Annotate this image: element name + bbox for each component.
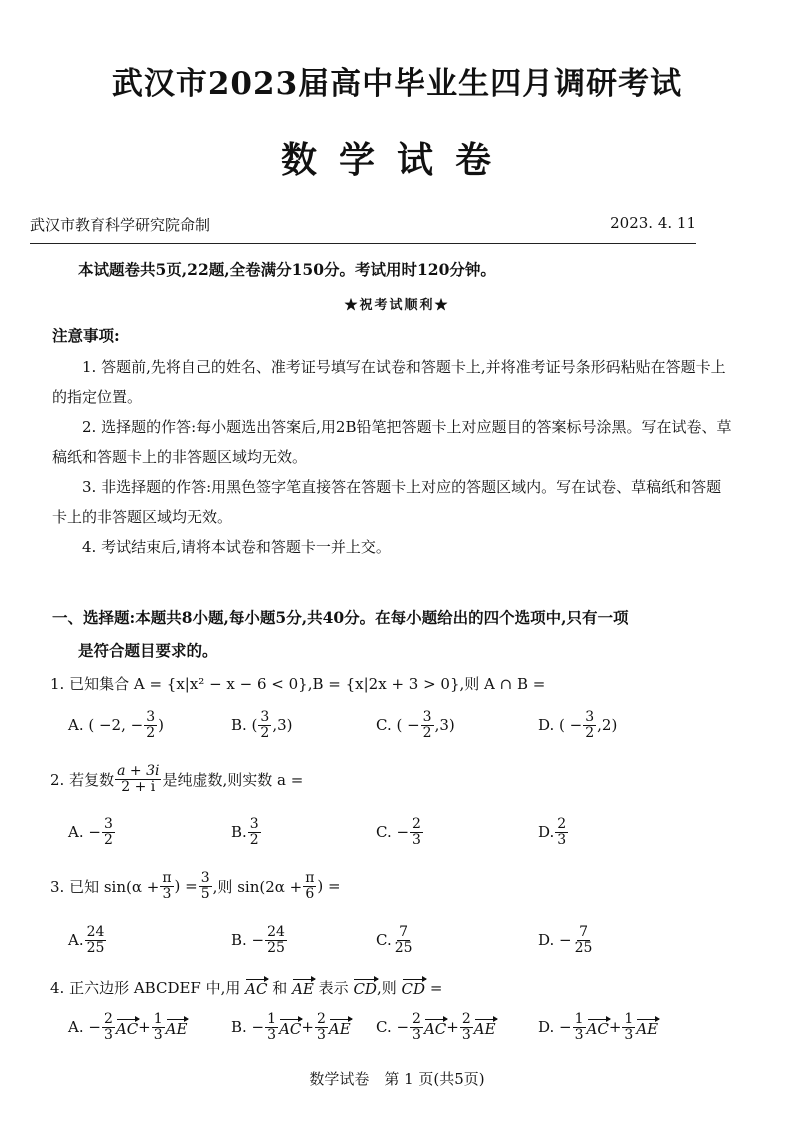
- question-3: 3. 已知 sin(α + $\frac{\pi}{3}$ ) = $\frac{3}{5}$ ,则 sin(2α + $\frac{\pi}{6}$ ) =: [50, 870, 341, 902]
- q2-option-d: D. $\frac{2}{3}$: [538, 816, 567, 848]
- note-item: 3. 非选择题的作答:用黑色签字笔直接答在答题卡上对应的答题区域内。写在试卷、草稿纸和答题卡上的非答题区域均无效。: [52, 478, 722, 526]
- section-line-1: 一、选择题:本题共8小题,每小题5分,共40分。在每小题给出的四个选项中,只有一项: [52, 608, 629, 627]
- q1-option-c: C. ( − $\frac{3}{2}$ ,3): [376, 709, 455, 741]
- note-item: 2. 选择题的作答:每小题选出答案后,用2B铅笔把答题卡上对应题目的答案标号涂黑。写在试卷、草稿纸和答题卡上的非答题区域均无效。: [52, 418, 732, 466]
- question-1: [50, 673, 545, 694]
- section-line-2: 是符合题目要求的。: [78, 641, 218, 660]
- q4-option-a: A. − $\frac{2}{3}$ AC + $\frac{1}{3}$ AE: [68, 1011, 188, 1043]
- q2-option-b: B. $\frac{3}{2}$: [231, 816, 259, 848]
- q3-option-d: D. − $\frac{7}{25}$: [538, 924, 593, 956]
- section-heading: [52, 601, 732, 667]
- q2-fraction: $\frac{a + 3i}{2 + i}$: [117, 763, 160, 795]
- exam-date: 2023. 4. 11: [610, 214, 696, 232]
- q2-option-c: C. − $\frac{2}{3}$: [376, 816, 421, 848]
- intro-text: 本试题卷共5页,22题,全卷满分150分。考试用时120分钟。: [78, 260, 496, 279]
- q1-option-b: B. ( $\frac{3}{2}$ ,3): [231, 709, 293, 741]
- notes-title: 注意事项:: [52, 326, 120, 345]
- q3-option-c: C. $\frac{7}{25}$: [376, 924, 413, 956]
- q4-option-b: B. − $\frac{1}{3}$ AC + $\frac{2}{3}$ AE: [231, 1011, 351, 1043]
- question-4: 4. 正六边形 ABCDEF 中,用 AC 和 AE 表示 CD ,则 CD =: [50, 978, 443, 998]
- q4-option-c: C. − $\frac{2}{3}$ AC + $\frac{2}{3}$ AE: [376, 1011, 496, 1043]
- page-footer: 数学试卷 第 1 页(共5页): [309, 1070, 485, 1088]
- exam-subtitle: 数学试卷: [280, 139, 513, 181]
- note-item: 1. 答题前,先将自己的姓名、准考证号填写在试卷和答题卡上,并将准考证号条形码粘贴在答题卡上的指定位置。: [52, 358, 726, 406]
- note-item: 4. 考试结束后,请将本试卷和答题卡一并上交。: [82, 538, 391, 556]
- question-1-text: 1. 已知集合 A = {x|x² − x − 6 < 0},B = {x|2x + 3 > 0},则 A ∩ B =: [50, 675, 546, 693]
- org-date-line: [30, 214, 696, 244]
- q1-option-d: D. ( − $\frac{3}{2}$ ,2): [538, 709, 618, 741]
- organization: 武汉市教育科学研究院命制: [30, 216, 211, 234]
- q4-option-d: D. − $\frac{1}{3}$ AC + $\frac{1}{3}$ AE: [538, 1011, 659, 1043]
- notes-list: [52, 352, 732, 562]
- q3-option-b: B. − $\frac{24}{25}$: [231, 924, 285, 956]
- question-2: 2. 若复数 $\frac{a + 3i}{2 + i}$ 是纯虚数,则实数 a =: [50, 763, 304, 795]
- wish-text: ★祝考试顺利★: [344, 298, 450, 313]
- exam-title: 武汉市2023届高中毕业生四月调研考试: [111, 66, 683, 102]
- q3-option-a: A. $\frac{24}{25}$: [68, 924, 105, 956]
- q1-option-a: A. ( −2, − $\frac{3}{2}$ ): [68, 709, 164, 741]
- q2-option-a: A. − $\frac{3}{2}$: [68, 816, 113, 848]
